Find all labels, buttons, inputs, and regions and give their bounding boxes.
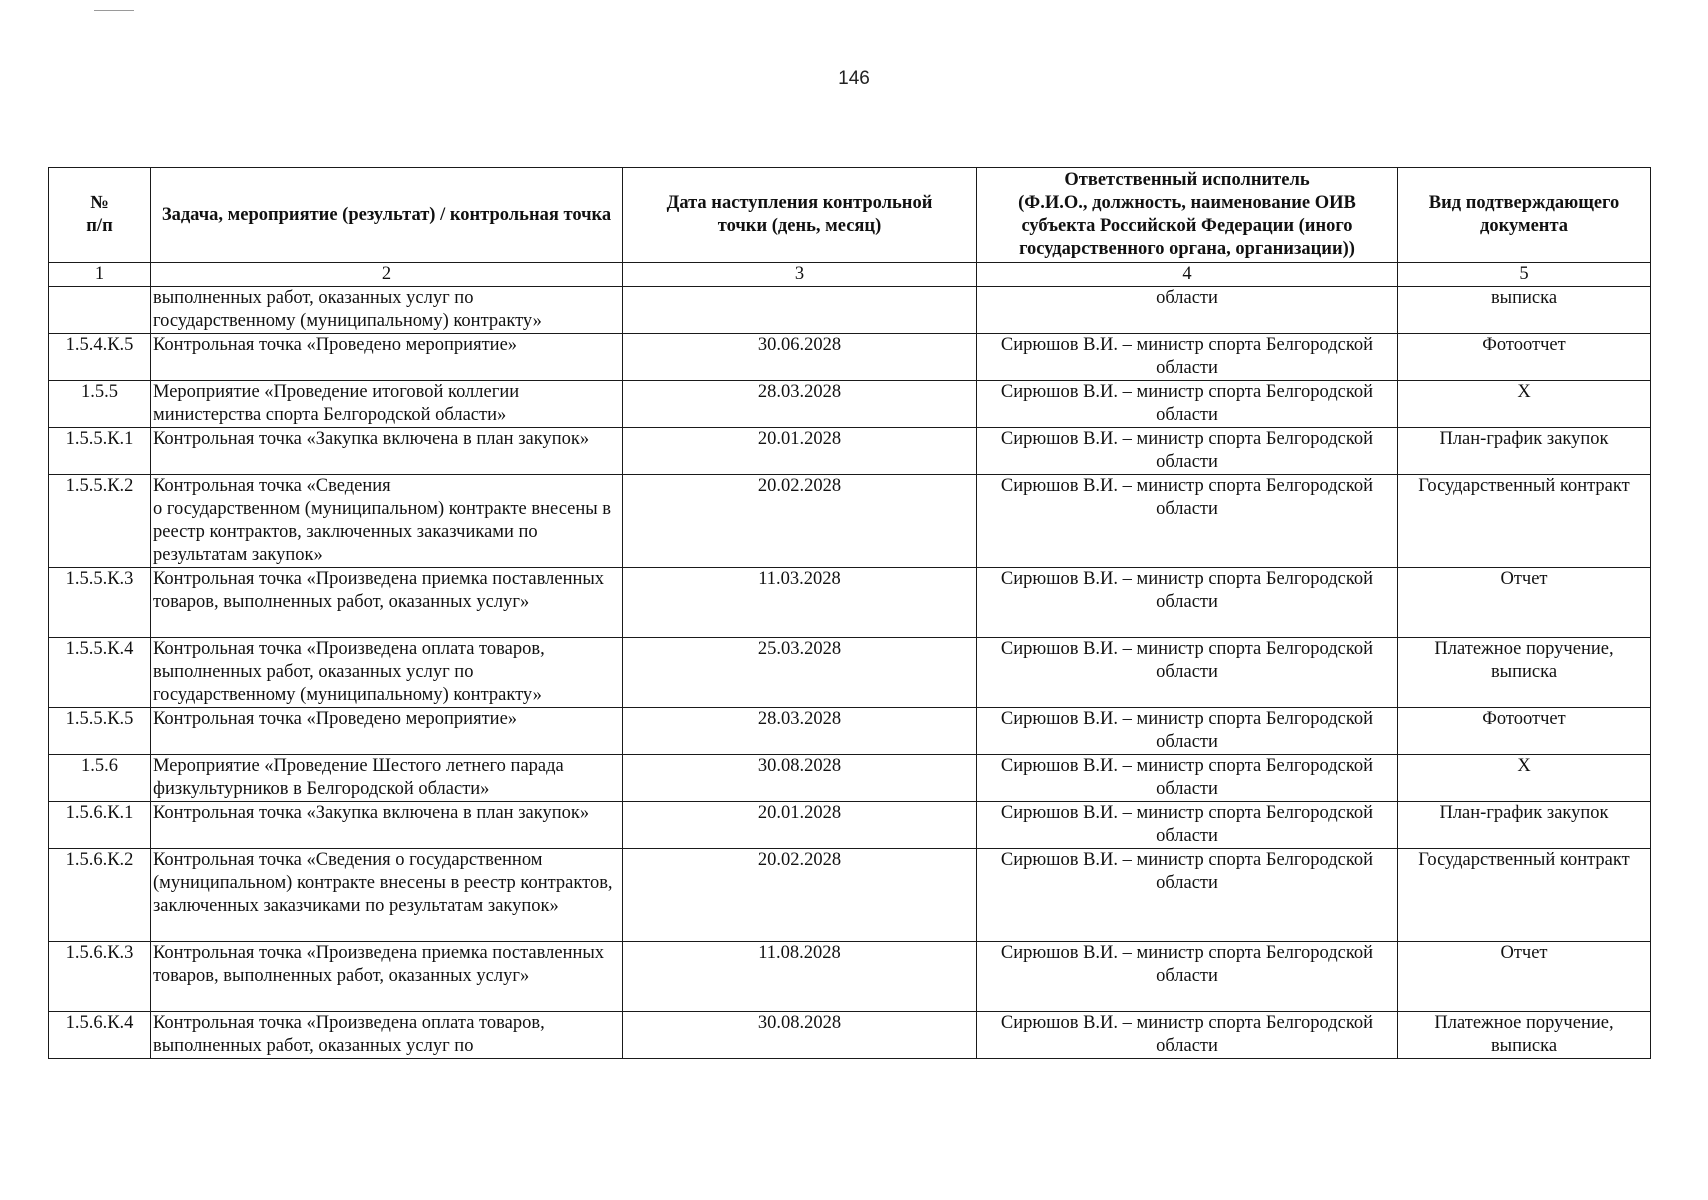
row-task: Контрольная точка «Произведена оплата товаров, выполненных работ, оказанных услуг по <box>151 1012 623 1059</box>
row-number: 1.5.5.К.1 <box>49 428 151 475</box>
row-task: Мероприятие «Проведение итоговой коллегии министерства спорта Белгородской области» <box>151 381 623 428</box>
control-points-table <box>48 167 1651 1059</box>
row-document: Отчет <box>1398 942 1651 1012</box>
row-date: 30.06.2028 <box>623 334 977 381</box>
table-row <box>49 708 1651 755</box>
row-responsible: Сирюшов В.И. – министр спорта Белгородской области <box>977 638 1398 708</box>
row-number: 1.5.6.К.4 <box>49 1012 151 1059</box>
row-responsible: Сирюшов В.И. – министр спорта Белгородской области <box>977 942 1398 1012</box>
row-document: План-график закупок <box>1398 802 1651 849</box>
row-task-text: Контрольная точка «Сведения о государственном (муниципальном) контракте внесены в реестр контрактов, заключенных заказчиками по результатам закупок» <box>153 476 612 565</box>
row-document: Платежное поручение, выписка <box>1398 1012 1651 1059</box>
row-responsible: Сирюшов В.И. – министр спорта Белгородской области <box>977 568 1398 638</box>
row-responsible: Сирюшов В.И. – министр спорта Белгородской области <box>977 475 1398 568</box>
table-row <box>49 942 1651 1012</box>
row-document: Государственный контракт <box>1398 475 1651 568</box>
column-number: 5 <box>1398 263 1651 287</box>
row-document: Фотоотчет <box>1398 708 1651 755</box>
scan-corner-mark <box>94 10 134 11</box>
row-responsible: Сирюшов В.И. – министр спорта Белгородской области <box>977 849 1398 942</box>
row-number: 1.5.5.К.2 <box>49 475 151 568</box>
row-number: 1.5.5 <box>49 381 151 428</box>
column-numbers-row <box>49 263 1651 287</box>
row-document: Х <box>1398 381 1651 428</box>
table-row <box>49 428 1651 475</box>
row-number: 1.5.5.К.4 <box>49 638 151 708</box>
row-responsible: Сирюшов В.И. – министр спорта Белгородской области <box>977 1012 1398 1059</box>
row-date: 20.01.2028 <box>623 802 977 849</box>
header-task: Задача, мероприятие (результат) / контрольная точка <box>151 168 623 263</box>
row-responsible: Сирюшов В.И. – министр спорта Белгородской области <box>977 802 1398 849</box>
row-date: 20.02.2028 <box>623 475 977 568</box>
table-row <box>49 849 1651 942</box>
column-number: 3 <box>623 263 977 287</box>
row-task: Контрольная точка «Проведено мероприятие» <box>151 334 623 381</box>
row-task <box>151 475 623 568</box>
row-document: План-график закупок <box>1398 428 1651 475</box>
header-document: Вид подтверждающего документа <box>1398 168 1651 263</box>
row-task: Контрольная точка «Закупка включена в план закупок» <box>151 802 623 849</box>
row-number: 1.5.6 <box>49 755 151 802</box>
row-date: 20.01.2028 <box>623 428 977 475</box>
page-number: 146 <box>838 68 870 89</box>
row-task: Контрольная точка «Произведена приемка поставленных товаров, выполненных работ, оказанных услуг» <box>151 568 623 638</box>
table-row <box>49 568 1651 638</box>
column-number: 2 <box>151 263 623 287</box>
row-date: 28.03.2028 <box>623 708 977 755</box>
row-date: 30.08.2028 <box>623 755 977 802</box>
table-row <box>49 381 1651 428</box>
header-number <box>49 168 151 263</box>
row-document: выписка <box>1398 287 1651 334</box>
row-responsible: Сирюшов В.И. – министр спорта Белгородской области <box>977 708 1398 755</box>
row-responsible: области <box>977 287 1398 334</box>
row-task: Контрольная точка «Сведения о государственном (муниципальном) контракте внесены в реестр контрактов, заключенных заказчиками по результатам закупок» <box>151 849 623 942</box>
row-document: Государственный контракт <box>1398 849 1651 942</box>
row-task: Мероприятие «Проведение Шестого летнего парада физкультурников в Белгородской области» <box>151 755 623 802</box>
row-document: Отчет <box>1398 568 1651 638</box>
row-responsible: Сирюшов В.И. – министр спорта Белгородской области <box>977 428 1398 475</box>
row-task: Контрольная точка «Произведена приемка поставленных товаров, выполненных работ, оказанных услуг» <box>151 942 623 1012</box>
row-number: 1.5.6.К.2 <box>49 849 151 942</box>
row-responsible: Сирюшов В.И. – министр спорта Белгородской области <box>977 334 1398 381</box>
row-document: Фотоотчет <box>1398 334 1651 381</box>
row-date: 28.03.2028 <box>623 381 977 428</box>
row-task: Контрольная точка «Проведено мероприятие» <box>151 708 623 755</box>
row-date: 30.08.2028 <box>623 1012 977 1059</box>
table-row <box>49 334 1651 381</box>
row-date: 25.03.2028 <box>623 638 977 708</box>
table-row <box>49 638 1651 708</box>
row-number <box>49 287 151 334</box>
row-date: 11.08.2028 <box>623 942 977 1012</box>
header-date: Дата наступления контрольной точки (день, месяц) <box>623 168 977 263</box>
row-number: 1.5.4.К.5 <box>49 334 151 381</box>
table-row <box>49 287 1651 334</box>
row-date: 11.03.2028 <box>623 568 977 638</box>
row-date <box>623 287 977 334</box>
column-number: 4 <box>977 263 1398 287</box>
table-row <box>49 475 1651 568</box>
table-row <box>49 802 1651 849</box>
row-task: Контрольная точка «Закупка включена в план закупок» <box>151 428 623 475</box>
table-row <box>49 755 1651 802</box>
row-document: Платежное поручение, выписка <box>1398 638 1651 708</box>
table-row <box>49 1012 1651 1059</box>
row-task: выполненных работ, оказанных услуг по государственному (муниципальному) контракту» <box>151 287 623 334</box>
row-document: Х <box>1398 755 1651 802</box>
table-header-row <box>49 168 1651 263</box>
row-number: 1.5.5.К.5 <box>49 708 151 755</box>
row-responsible: Сирюшов В.И. – министр спорта Белгородской области <box>977 755 1398 802</box>
row-task: Контрольная точка «Произведена оплата товаров, выполненных работ, оказанных услуг по государственному (муниципальному) контракту» <box>151 638 623 708</box>
column-number: 1 <box>49 263 151 287</box>
row-number: 1.5.6.К.1 <box>49 802 151 849</box>
header-responsible-text: Ответственный исполнитель (Ф.И.О., должность, наименование ОИВ субъекта Российской Федерации (иного государственного органа, организации)) <box>1018 170 1356 259</box>
header-number-line1: № п/п <box>86 193 113 236</box>
row-number: 1.5.6.К.3 <box>49 942 151 1012</box>
row-responsible: Сирюшов В.И. – министр спорта Белгородской области <box>977 381 1398 428</box>
header-responsible <box>977 168 1398 263</box>
row-date: 20.02.2028 <box>623 849 977 942</box>
row-number: 1.5.5.К.3 <box>49 568 151 638</box>
